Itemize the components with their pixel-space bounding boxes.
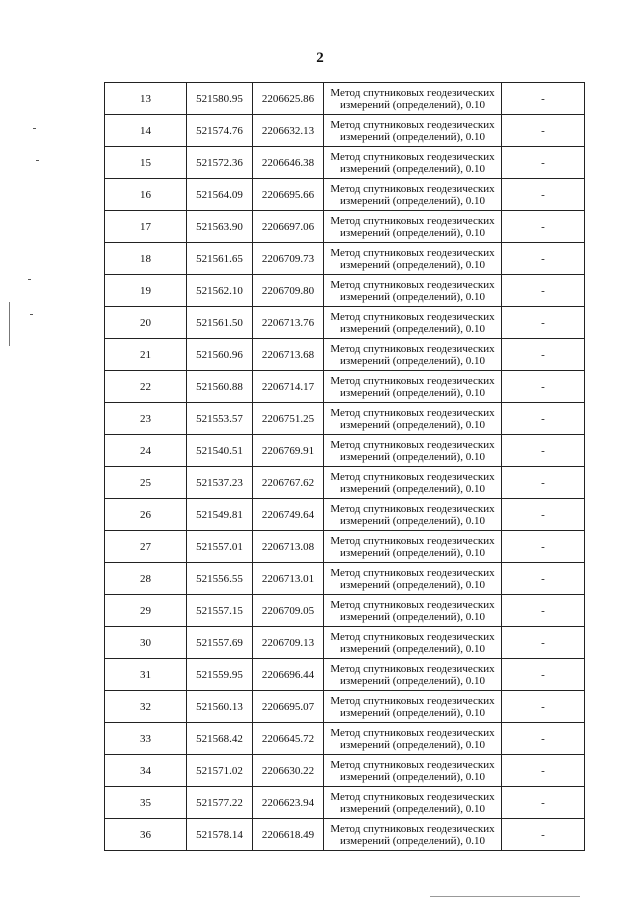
table-row	[105, 691, 585, 723]
x-coordinate-cell: 521563.90	[187, 211, 253, 243]
method-text-line1: Метод спутниковых геодезических	[330, 374, 495, 387]
note-cell: -	[502, 659, 585, 691]
table-row	[105, 787, 585, 819]
method-cell	[324, 83, 502, 115]
point-number-cell: 27	[105, 531, 187, 563]
method-text-line1: Метод спутниковых геодезических	[330, 502, 495, 515]
table-row	[105, 307, 585, 339]
table-row	[105, 435, 585, 467]
method-text-line2: измерений (определений), 0.10	[340, 770, 485, 783]
page-number: 2	[316, 50, 324, 66]
method-text-line1: Метод спутниковых геодезических	[330, 86, 495, 99]
scan-speck	[36, 160, 39, 161]
method-text-line2: измерений (определений), 0.10	[340, 162, 485, 175]
note-cell: -	[502, 371, 585, 403]
x-coordinate-cell: 521578.14	[187, 819, 253, 851]
method-text-line2: измерений (определений), 0.10	[340, 610, 485, 623]
method-cell	[324, 371, 502, 403]
method-text-line2: измерений (определений), 0.10	[340, 642, 485, 655]
x-coordinate-cell: 521561.65	[187, 243, 253, 275]
method-text-line2: измерений (определений), 0.10	[340, 834, 485, 847]
x-coordinate-cell: 521549.81	[187, 499, 253, 531]
note-cell: -	[502, 147, 585, 179]
table-row	[105, 467, 585, 499]
y-coordinate-cell: 2206767.62	[253, 467, 324, 499]
point-number-cell: 18	[105, 243, 187, 275]
method-text-line1: Метод спутниковых геодезических	[330, 278, 495, 291]
x-coordinate-cell: 521557.69	[187, 627, 253, 659]
method-text-line2: измерений (определений), 0.10	[340, 322, 485, 335]
y-coordinate-cell: 2206623.94	[253, 787, 324, 819]
note-cell: -	[502, 499, 585, 531]
method-cell	[324, 531, 502, 563]
method-text-line2: измерений (определений), 0.10	[340, 354, 485, 367]
method-text-line1: Метод спутниковых геодезических	[330, 790, 495, 803]
y-coordinate-cell: 2206697.06	[253, 211, 324, 243]
note-cell: -	[502, 467, 585, 499]
note-cell: -	[502, 627, 585, 659]
table-row	[105, 243, 585, 275]
x-coordinate-cell: 521556.55	[187, 563, 253, 595]
point-number-cell: 26	[105, 499, 187, 531]
note-cell: -	[502, 563, 585, 595]
method-cell	[324, 147, 502, 179]
method-cell	[324, 435, 502, 467]
x-coordinate-cell: 521562.10	[187, 275, 253, 307]
method-text-line2: измерений (определений), 0.10	[340, 482, 485, 495]
y-coordinate-cell: 2206713.76	[253, 307, 324, 339]
method-text-line2: измерений (определений), 0.10	[340, 802, 485, 815]
table-row	[105, 659, 585, 691]
method-text-line1: Метод спутниковых геодезических	[330, 662, 495, 675]
y-coordinate-cell: 2206709.13	[253, 627, 324, 659]
method-text-line2: измерений (определений), 0.10	[340, 546, 485, 559]
point-number-cell: 33	[105, 723, 187, 755]
table-row	[105, 499, 585, 531]
method-cell	[324, 243, 502, 275]
method-text-line1: Метод спутниковых геодезических	[330, 534, 495, 547]
scan-speck	[30, 314, 33, 315]
table-row	[105, 563, 585, 595]
point-number-cell: 21	[105, 339, 187, 371]
method-cell	[324, 179, 502, 211]
method-text-line1: Метод спутниковых геодезических	[330, 726, 495, 739]
method-cell	[324, 467, 502, 499]
x-coordinate-cell: 521559.95	[187, 659, 253, 691]
x-coordinate-cell: 521537.23	[187, 467, 253, 499]
x-coordinate-cell: 521574.76	[187, 115, 253, 147]
method-cell	[324, 691, 502, 723]
table-row	[105, 819, 585, 851]
x-coordinate-cell: 521564.09	[187, 179, 253, 211]
table-row	[105, 371, 585, 403]
x-coordinate-cell: 521553.57	[187, 403, 253, 435]
note-cell: -	[502, 339, 585, 371]
method-text-line2: измерений (определений), 0.10	[340, 578, 485, 591]
y-coordinate-cell: 2206695.66	[253, 179, 324, 211]
method-cell	[324, 659, 502, 691]
note-cell: -	[502, 243, 585, 275]
y-coordinate-cell: 2206709.80	[253, 275, 324, 307]
table-row	[105, 83, 585, 115]
method-text-line1: Метод спутниковых геодезических	[330, 822, 495, 835]
method-text-line2: измерений (определений), 0.10	[340, 674, 485, 687]
method-text-line2: измерений (определений), 0.10	[340, 258, 485, 271]
note-cell: -	[502, 787, 585, 819]
y-coordinate-cell: 2206709.05	[253, 595, 324, 627]
point-number-cell: 13	[105, 83, 187, 115]
scan-speck	[33, 128, 36, 129]
method-cell	[324, 563, 502, 595]
note-cell: -	[502, 211, 585, 243]
method-text-line1: Метод спутниковых геодезических	[330, 214, 495, 227]
note-cell: -	[502, 723, 585, 755]
method-cell	[324, 403, 502, 435]
method-cell	[324, 819, 502, 851]
x-coordinate-cell: 521557.15	[187, 595, 253, 627]
point-number-cell: 31	[105, 659, 187, 691]
x-coordinate-cell: 521560.13	[187, 691, 253, 723]
method-text-line2: измерений (определений), 0.10	[340, 194, 485, 207]
y-coordinate-cell: 2206645.72	[253, 723, 324, 755]
method-text-line1: Метод спутниковых геодезических	[330, 694, 495, 707]
table-row	[105, 595, 585, 627]
x-coordinate-cell: 521577.22	[187, 787, 253, 819]
table-row	[105, 115, 585, 147]
method-text-line2: измерений (определений), 0.10	[340, 290, 485, 303]
method-cell	[324, 755, 502, 787]
method-cell	[324, 211, 502, 243]
point-number-cell: 17	[105, 211, 187, 243]
note-cell: -	[502, 403, 585, 435]
coordinates-table	[104, 82, 585, 851]
method-text-line1: Метод спутниковых геодезических	[330, 150, 495, 163]
method-text-line2: измерений (определений), 0.10	[340, 386, 485, 399]
scan-edge-line	[9, 302, 10, 346]
y-coordinate-cell: 2206714.17	[253, 371, 324, 403]
method-text-line1: Метод спутниковых геодезических	[330, 118, 495, 131]
x-coordinate-cell: 521580.95	[187, 83, 253, 115]
x-coordinate-cell: 521560.96	[187, 339, 253, 371]
y-coordinate-cell: 2206630.22	[253, 755, 324, 787]
point-number-cell: 24	[105, 435, 187, 467]
point-number-cell: 35	[105, 787, 187, 819]
method-text-line1: Метод спутниковых геодезических	[330, 406, 495, 419]
note-cell: -	[502, 307, 585, 339]
table-row	[105, 211, 585, 243]
method-text-line1: Метод спутниковых геодезических	[330, 246, 495, 259]
method-text-line2: измерений (определений), 0.10	[340, 226, 485, 239]
method-text-line1: Метод спутниковых геодезических	[330, 630, 495, 643]
point-number-cell: 30	[105, 627, 187, 659]
point-number-cell: 20	[105, 307, 187, 339]
method-text-line2: измерений (определений), 0.10	[340, 514, 485, 527]
method-text-line2: измерений (определений), 0.10	[340, 450, 485, 463]
point-number-cell: 23	[105, 403, 187, 435]
table-row	[105, 147, 585, 179]
table-row	[105, 755, 585, 787]
method-text-line2: измерений (определений), 0.10	[340, 98, 485, 111]
table-row	[105, 275, 585, 307]
x-coordinate-cell: 521560.88	[187, 371, 253, 403]
y-coordinate-cell: 2206713.01	[253, 563, 324, 595]
x-coordinate-cell: 521540.51	[187, 435, 253, 467]
x-coordinate-cell: 521572.36	[187, 147, 253, 179]
method-cell	[324, 307, 502, 339]
table-row	[105, 531, 585, 563]
note-cell: -	[502, 595, 585, 627]
y-coordinate-cell: 2206709.73	[253, 243, 324, 275]
y-coordinate-cell: 2206695.07	[253, 691, 324, 723]
note-cell: -	[502, 691, 585, 723]
method-cell	[324, 339, 502, 371]
method-cell	[324, 115, 502, 147]
y-coordinate-cell: 2206749.64	[253, 499, 324, 531]
method-cell	[324, 723, 502, 755]
y-coordinate-cell: 2206632.13	[253, 115, 324, 147]
table-row	[105, 179, 585, 211]
point-number-cell: 15	[105, 147, 187, 179]
method-cell	[324, 627, 502, 659]
note-cell: -	[502, 531, 585, 563]
method-cell	[324, 595, 502, 627]
y-coordinate-cell: 2206713.08	[253, 531, 324, 563]
y-coordinate-cell: 2206625.86	[253, 83, 324, 115]
point-number-cell: 16	[105, 179, 187, 211]
scan-speck	[28, 279, 31, 280]
table-row	[105, 403, 585, 435]
point-number-cell: 29	[105, 595, 187, 627]
method-text-line1: Метод спутниковых геодезических	[330, 470, 495, 483]
table-row	[105, 723, 585, 755]
note-cell: -	[502, 435, 585, 467]
method-text-line1: Метод спутниковых геодезических	[330, 342, 495, 355]
note-cell: -	[502, 819, 585, 851]
y-coordinate-cell: 2206618.49	[253, 819, 324, 851]
point-number-cell: 19	[105, 275, 187, 307]
method-text-line1: Метод спутниковых геодезических	[330, 438, 495, 451]
method-text-line1: Метод спутниковых геодезических	[330, 310, 495, 323]
point-number-cell: 34	[105, 755, 187, 787]
method-text-line2: измерений (определений), 0.10	[340, 418, 485, 431]
y-coordinate-cell: 2206769.91	[253, 435, 324, 467]
scan-bottom-line	[430, 896, 580, 897]
y-coordinate-cell: 2206713.68	[253, 339, 324, 371]
method-cell	[324, 499, 502, 531]
method-text-line1: Метод спутниковых геодезических	[330, 182, 495, 195]
method-text-line1: Метод спутниковых геодезических	[330, 758, 495, 771]
method-text-line1: Метод спутниковых геодезических	[330, 566, 495, 579]
method-text-line2: измерений (определений), 0.10	[340, 130, 485, 143]
note-cell: -	[502, 83, 585, 115]
method-cell	[324, 787, 502, 819]
y-coordinate-cell: 2206751.25	[253, 403, 324, 435]
point-number-cell: 36	[105, 819, 187, 851]
point-number-cell: 32	[105, 691, 187, 723]
note-cell: -	[502, 115, 585, 147]
method-text-line2: измерений (определений), 0.10	[340, 738, 485, 751]
point-number-cell: 14	[105, 115, 187, 147]
note-cell: -	[502, 275, 585, 307]
x-coordinate-cell: 521571.02	[187, 755, 253, 787]
point-number-cell: 25	[105, 467, 187, 499]
point-number-cell: 22	[105, 371, 187, 403]
note-cell: -	[502, 179, 585, 211]
method-cell	[324, 275, 502, 307]
x-coordinate-cell: 521557.01	[187, 531, 253, 563]
x-coordinate-cell: 521568.42	[187, 723, 253, 755]
method-text-line1: Метод спутниковых геодезических	[330, 598, 495, 611]
table-row	[105, 339, 585, 371]
x-coordinate-cell: 521561.50	[187, 307, 253, 339]
method-text-line2: измерений (определений), 0.10	[340, 706, 485, 719]
y-coordinate-cell: 2206646.38	[253, 147, 324, 179]
table-row	[105, 627, 585, 659]
note-cell: -	[502, 755, 585, 787]
y-coordinate-cell: 2206696.44	[253, 659, 324, 691]
point-number-cell: 28	[105, 563, 187, 595]
